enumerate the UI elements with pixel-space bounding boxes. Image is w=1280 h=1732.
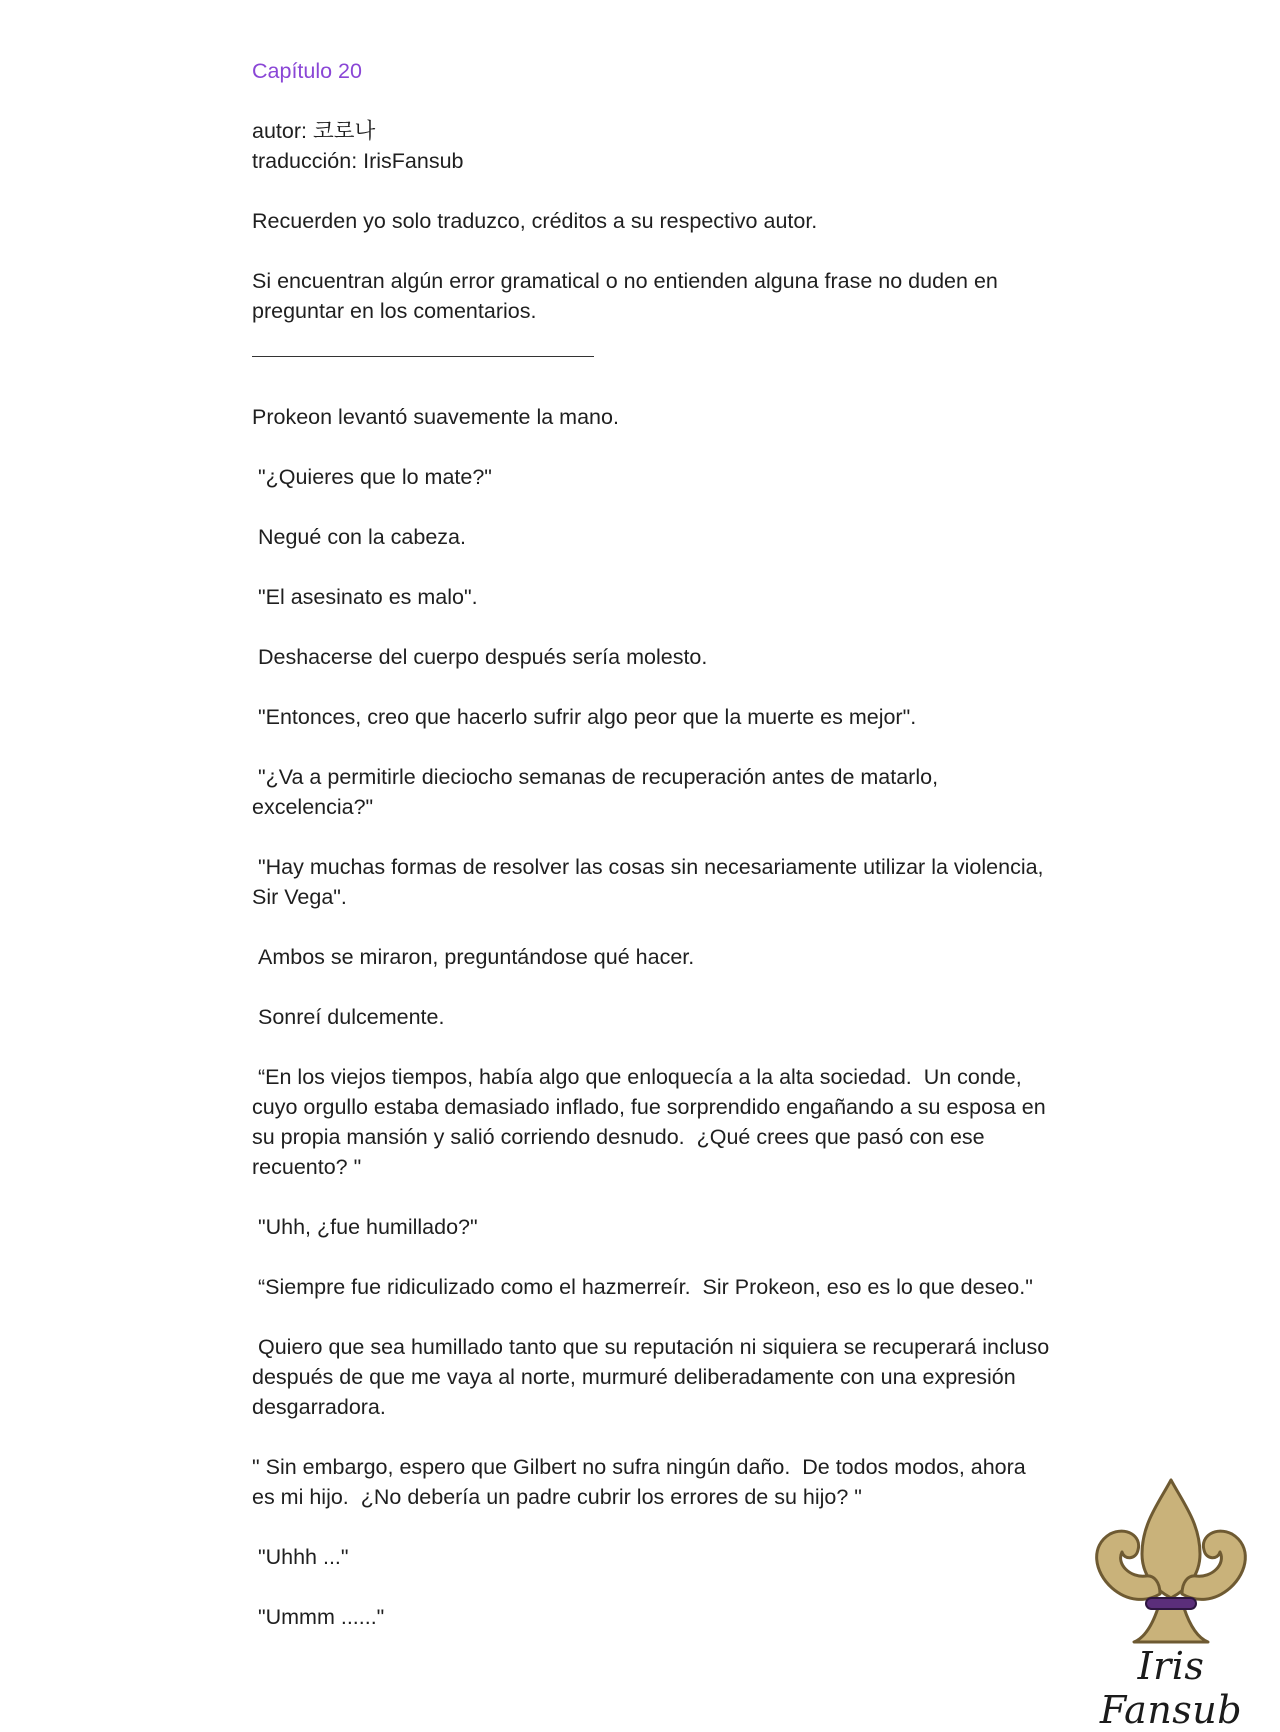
story-paragraph: "Entonces, creo que hacerlo sufrir algo peor que la muerte es mejor". [252, 705, 917, 729]
author-credit: autor: 코로나 [252, 119, 376, 143]
story-paragraph: " Sin embargo, espero que Gilbert no sufra ningún daño. De todos modos, ahora es mi hijo. ¿No debería un padre cubrir los errores de su hijo? " [252, 1455, 1032, 1509]
story-paragraph: "Uhh, ¿fue humillado?" [252, 1215, 478, 1239]
story-paragraph: Ambos se miraron, preguntándose qué hacer. [252, 945, 695, 969]
story-paragraph: "Ummm ......" [252, 1605, 385, 1629]
translator-note: Recuerden yo solo traduzco, créditos a su respectivo autor. [252, 209, 818, 233]
iris-fansub-watermark [1076, 1476, 1266, 1732]
watermark-text: Iris Fansub [1099, 1644, 1243, 1732]
story-paragraph: “Siempre fue ridiculizado como el hazmerreír. Sir Prokeon, eso es lo que deseo." [252, 1275, 1033, 1299]
comments-note: Si encuentran algún error gramatical o no entienden alguna frase no duden en preguntar en los comentarios. [252, 269, 1004, 323]
story-paragraph: “En los viejos tiempos, había algo que enloquecía a la alta sociedad. Un conde, cuyo orgullo estaba demasiado inflado, fue sorprendido engañando a su esposa en su propia mansión y salió corriendo desnudo. ¿Qué crees que pasó con ese recuento? " [252, 1065, 1052, 1179]
story-paragraph: Quiero que sea humillado tanto que su reputación ni siquiera se recuperará incluso después de que me vaya al norte, murmuré deliberadamente con una expresión desgarradora. [252, 1335, 1056, 1419]
story-paragraph: "¿Va a permitirle dieciocho semanas de recuperación antes de matarlo, excelencia?" [252, 765, 945, 819]
fleur-de-lis-icon [1076, 1476, 1266, 1646]
story-paragraph: Sonreí dulcemente. [252, 1005, 445, 1029]
chapter-title: Capítulo 20 [252, 59, 362, 83]
document-body [252, 56, 1056, 1662]
story-paragraph: "¿Quieres que lo mate?" [252, 465, 492, 489]
story-paragraph: Deshacerse del cuerpo después sería molesto. [252, 645, 708, 669]
story-paragraph: Prokeon levantó suavemente la mano. [252, 405, 619, 429]
story-paragraph: "Hay muchas formas de resolver las cosas sin necesariamente utilizar la violencia, Sir Vega". [252, 855, 1050, 909]
story-paragraph: "Uhhh ..." [252, 1545, 349, 1569]
story-paragraph: Negué con la cabeza. [252, 525, 466, 549]
section-divider [252, 356, 594, 357]
translation-credit: traducción: IrisFansub [252, 149, 464, 173]
story-paragraph: "El asesinato es malo". [252, 585, 478, 609]
